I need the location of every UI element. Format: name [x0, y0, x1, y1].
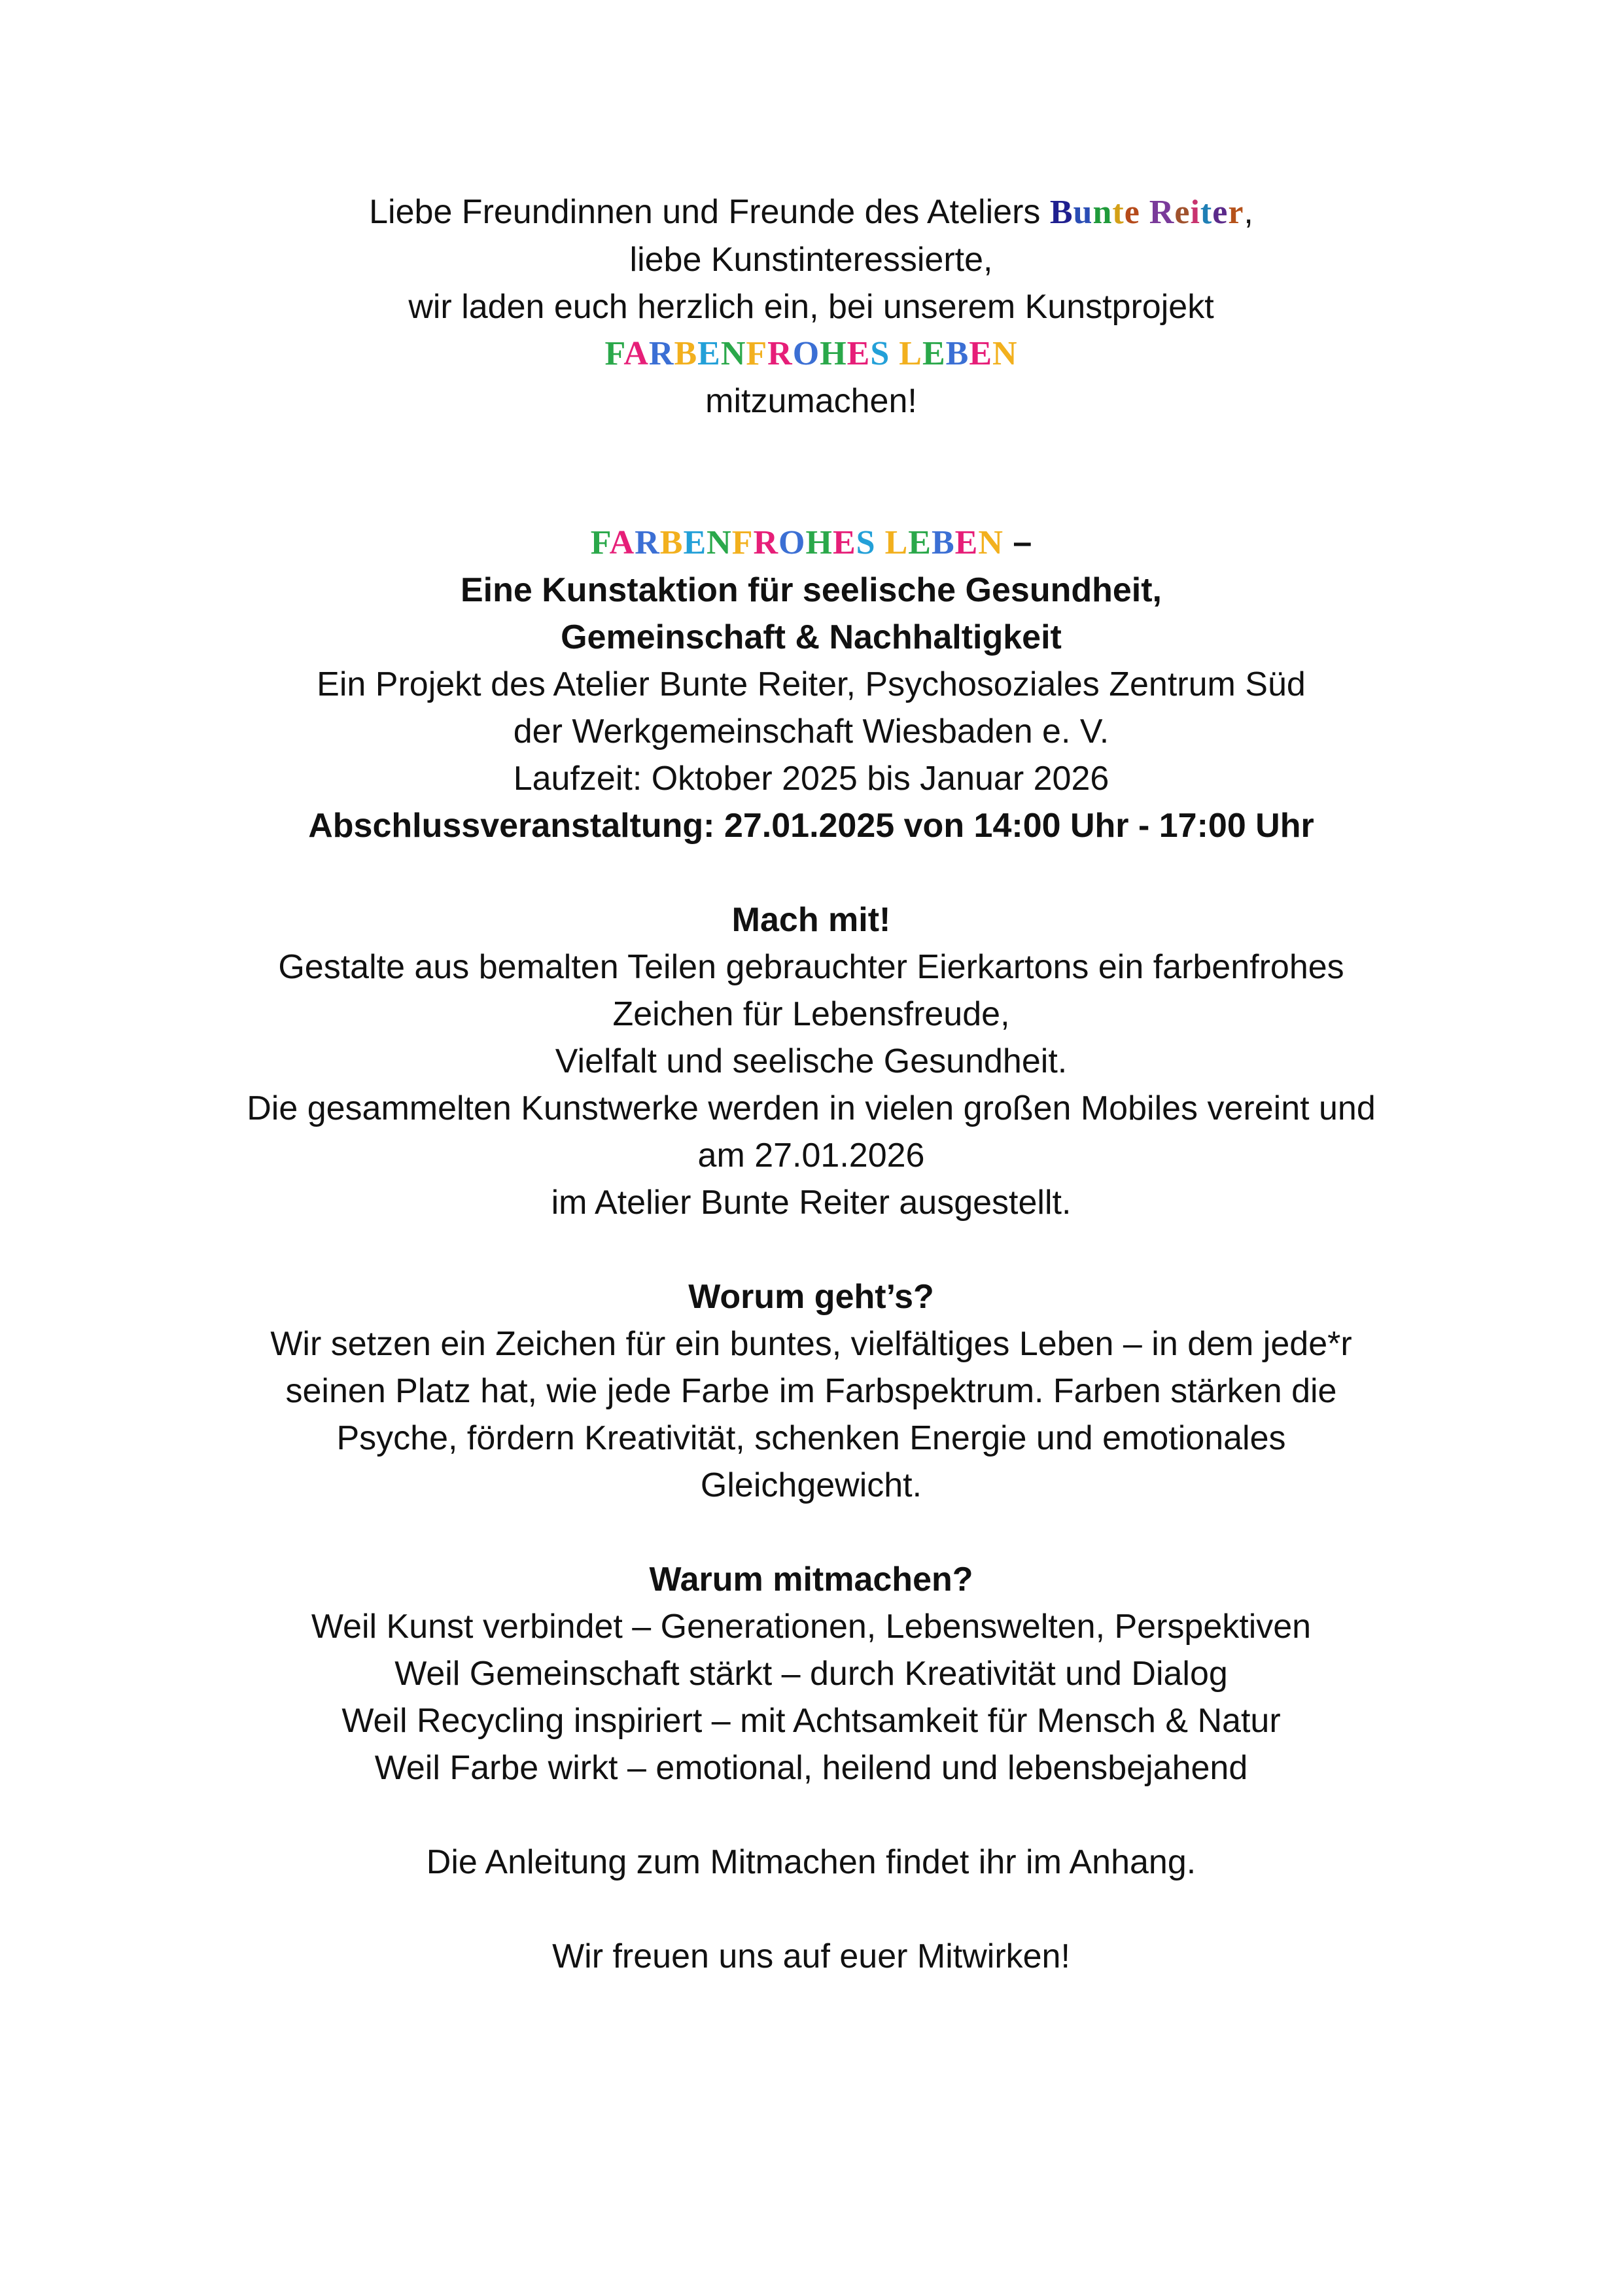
invitation-line: wir laden euch herzlich ein, bei unserem Kunstprojekt: [408, 288, 1214, 326]
greeting-comma: ,: [1244, 193, 1253, 231]
warum-line-4: Weil Farbe wirkt – emotional, heilend und lebensbejahend: [374, 1749, 1248, 1787]
organizer-line-1: Ein Projekt des Atelier Bunte Reiter, Psychosoziales Zentrum Süd: [317, 665, 1306, 703]
project-subtitle-1: Eine Kunstaktion für seelische Gesundheit,: [460, 571, 1162, 609]
greeting-line: [157, 188, 1465, 236]
warum-line-1: Weil Kunst verbindet – Generationen, Lebenswelten, Perspektiven: [311, 1608, 1312, 1646]
closing-thanks: Wir freuen uns auf euer Mitwirken!: [552, 1937, 1070, 1975]
closing-event-line: Abschlussveranstaltung: 27.01.2025 von 14:00 Uhr - 17:00 Uhr: [308, 807, 1314, 845]
mach-mit-heading: Mach mit!: [731, 901, 891, 939]
warum-line-3: Weil Recycling inspiriert – mit Achtsamkeit für Mensch & Natur: [341, 1702, 1281, 1740]
project-name-colored: FARBENFROHES LEBEN: [604, 335, 1018, 372]
organizer-line-2: der Werkgemeinschaft Wiesbaden e. V.: [513, 713, 1109, 751]
worum-line-3: Psyche, fördern Kreativität, schenken Energie und emotionales: [336, 1419, 1286, 1457]
runtime-line: Laufzeit: Oktober 2025 bis Januar 2026: [513, 760, 1109, 798]
greeting-line-2: liebe Kunstinteressierte,: [629, 241, 993, 279]
worum-line-4: Gleichgewicht.: [700, 1466, 922, 1504]
greeting-text: Liebe Freundinnen und Freunde des Ateliers: [369, 193, 1050, 231]
mach-mit-line-5: am 27.01.2026: [697, 1137, 925, 1174]
attachment-note: Die Anleitung zum Mitmachen findet ihr im Anhang.: [426, 1843, 1196, 1881]
warum-line-2: Weil Gemeinschaft stärkt – durch Kreativität und Dialog: [394, 1655, 1228, 1693]
worum-heading: Worum geht’s?: [688, 1278, 934, 1316]
invitation-end: mitzumachen!: [705, 382, 917, 420]
mach-mit-line-4: Die gesammelten Kunstwerke werden in vielen großen Mobiles vereint und: [247, 1089, 1376, 1127]
warum-heading: Warum mitmachen?: [649, 1561, 973, 1598]
project-title-dash: –: [1003, 523, 1032, 561]
atelier-name-colored: Bunte Reiter: [1049, 194, 1244, 231]
project-title-line: [157, 519, 1465, 567]
mach-mit-line-3: Vielfalt und seelische Gesundheit.: [555, 1042, 1068, 1080]
worum-line-2: seinen Platz hat, wie jede Farbe im Farbspektrum. Farben stärken die: [285, 1372, 1337, 1410]
project-title-colored: FARBENFROHES LEBEN: [590, 524, 1003, 561]
mach-mit-line-6: im Atelier Bunte Reiter ausgestellt.: [551, 1184, 1072, 1222]
mach-mit-line-2: Zeichen für Lebensfreude,: [612, 995, 1010, 1033]
project-subtitle-2: Gemeinschaft & Nachhaltigkeit: [561, 618, 1062, 656]
letter-body: [157, 188, 1465, 1980]
worum-line-1: Wir setzen ein Zeichen für ein buntes, vielfältiges Leben – in dem jede*r: [270, 1325, 1352, 1363]
mach-mit-line-1: Gestalte aus bemalten Teilen gebrauchter Eierkartons ein farbenfrohes: [278, 948, 1344, 986]
